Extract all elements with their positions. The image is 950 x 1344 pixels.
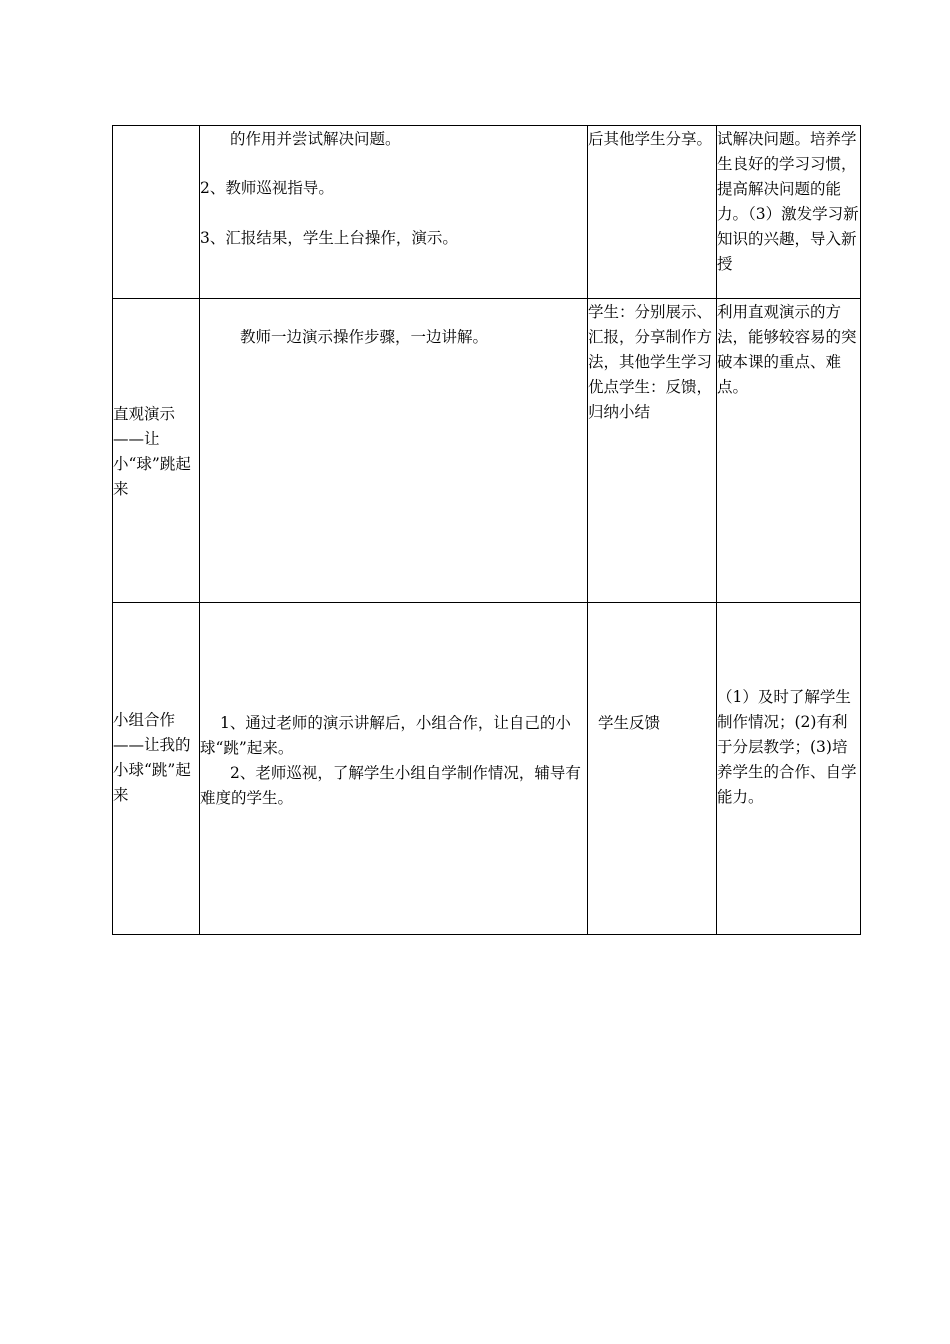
teacher-activity-cell: 教师一边演示操作步骤，一边讲解。 — [200, 299, 588, 603]
student-activity-cell: 学生反馈 — [588, 603, 717, 935]
stage-cell — [113, 126, 200, 299]
design-intent-cell: 试解决问题。培养学生良好的学习习惯，提高解决问题的能力。（3）激发学习新知识的兴趣，导入新授 — [717, 126, 861, 299]
student-activity-cell: 学生：分别展示、汇报，分享制作方法，其他学生学习优点学生：反馈，归纳小结 — [588, 299, 717, 603]
teacher-activity-cell — [200, 126, 588, 299]
teacher-line: 3、汇报结果，学生上台操作，演示。 — [200, 229, 458, 247]
stage-cell: 小组合作——让我的小球“跳”起来 — [113, 603, 200, 935]
table-row — [113, 126, 861, 299]
teacher-line: 1、通过老师的演示讲解后，小组合作，让自己的小球“跳”起来。 — [200, 714, 571, 757]
lesson-plan-table — [112, 125, 861, 935]
table-row — [113, 299, 861, 603]
teacher-line: 的作用并尝试解决问题。 — [230, 130, 401, 148]
teacher-line: 2、老师巡视，了解学生小组自学制作情况，辅导有难度的学生。 — [200, 764, 581, 807]
teacher-line: 2、教师巡视指导。 — [200, 179, 334, 197]
teacher-activity-cell — [200, 603, 588, 935]
table-row — [113, 603, 861, 935]
stage-cell: 直观演示——让小“球”跳起来 — [113, 299, 200, 603]
student-activity-cell: 后其他学生分享。 — [588, 126, 717, 299]
design-intent-cell: （1）及时了解学生制作情况；(2)有利于分层教学；(3)培养学生的合作、自学能力。 — [717, 603, 861, 935]
design-intent-cell: 利用直观演示的方法，能够较容易的突破本课的重点、难点。 — [717, 299, 861, 603]
